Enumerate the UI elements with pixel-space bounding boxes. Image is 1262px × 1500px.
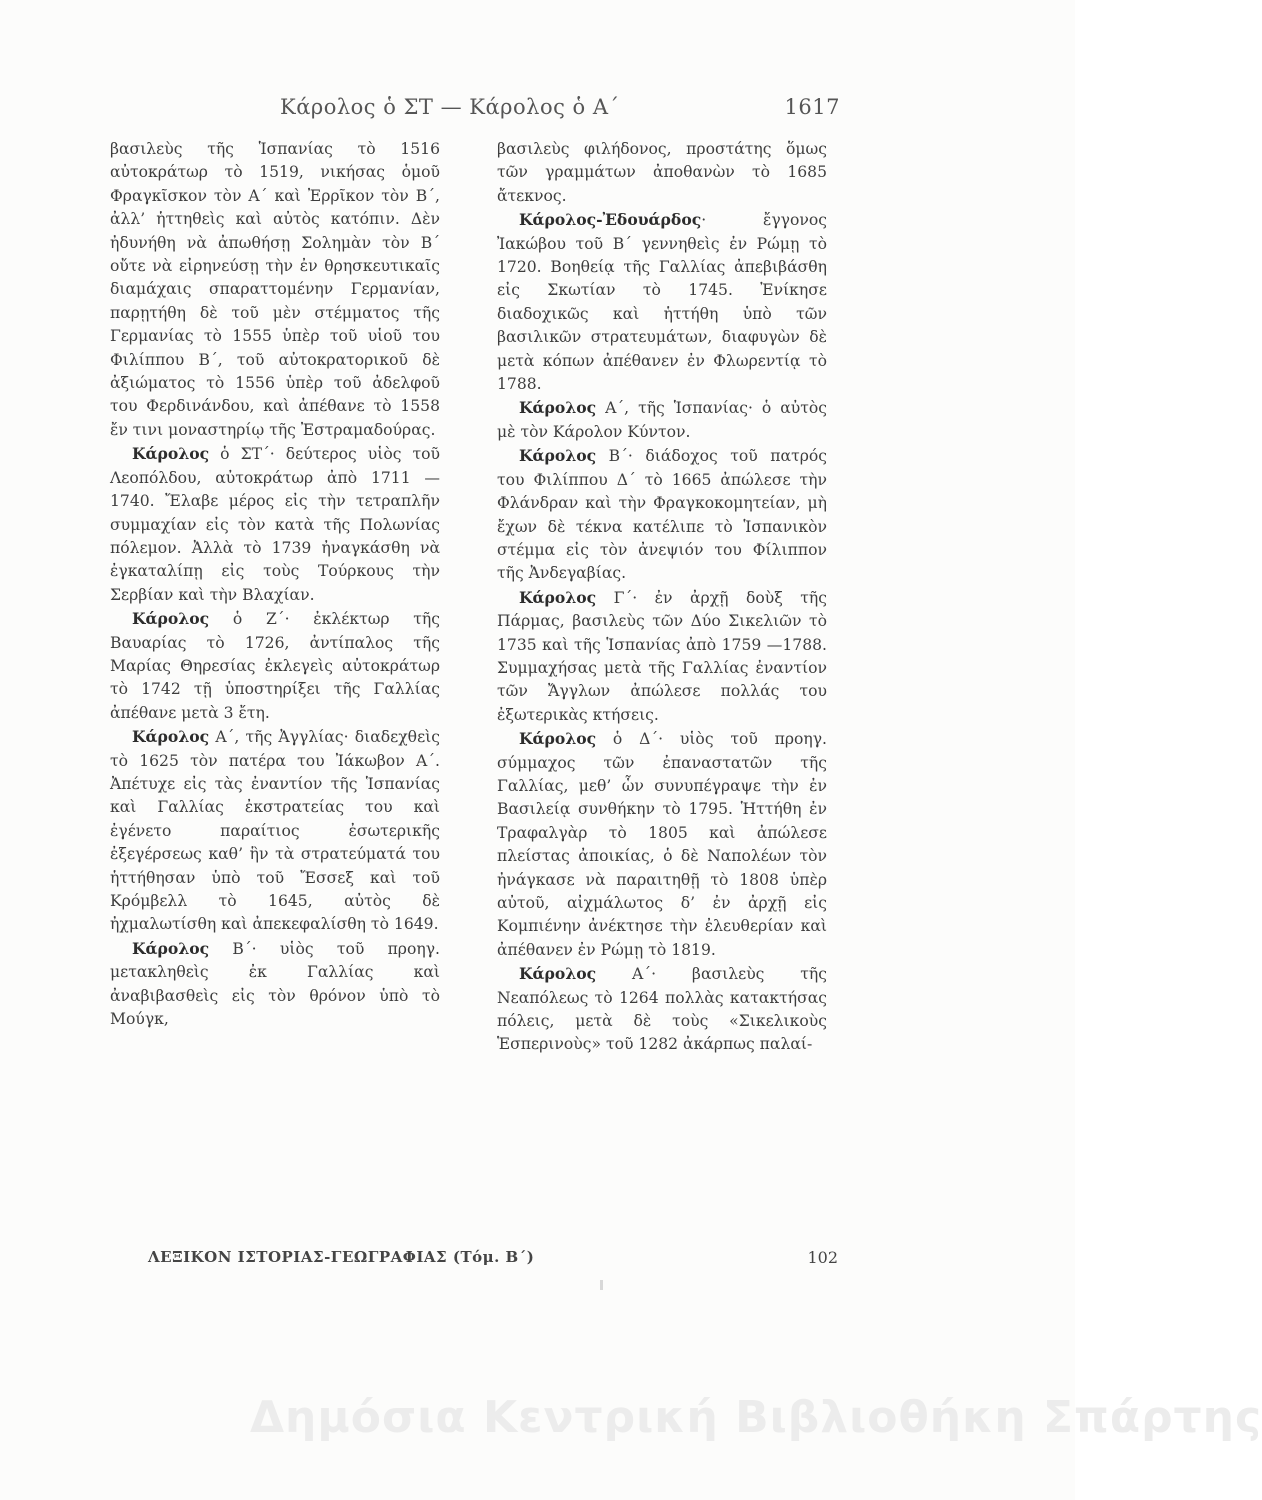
left-column — [110, 138, 440, 1031]
entry-text: Α΄, τῆς Ἀγγλίας· διαδεχθεὶς τὸ 1625 τὸν πατέρα του Ἰάκωβον Α΄. Ἀπέτυχε εἰς τὰς ἐναντίον τῆς Ἱσπανίας καὶ Γαλλίας ἐκστρατείας του καὶ ἐγένετο παραίτιος ἐσωτερικῆς ἐξεγέρσεως καθ’ ἣν τὰ στρατεύματά του ἡττήθησαν ὑπὸ τοῦ Ἔσσεξ καὶ τοῦ Κρόμβελλ τὸ 1645, αὐτὸς δὲ ἠχμαλωτίσθη καὶ ἀπεκεφαλίσθη τὸ 1649. — [110, 728, 440, 934]
entry-headword: Κάρολος — [519, 729, 597, 749]
print-mark — [600, 1280, 603, 1290]
continued-text — [110, 138, 440, 442]
entry-text: Β΄· διάδοχος τοῦ πατρός του Φιλίππου Δ΄ τὸ 1665 ἀπώλεσε τὴν Φλάνδραν καὶ τὴν Φραγκοκομητείαν, μὴ ἔχων δὲ τέκνα κατέλιπε τὸ Ἱσπανικὸν στέμμα εἰς τὸν ἀνεψιόν του Φίλιππον τῆς Ἀνδεγαβίας. — [497, 447, 827, 583]
entry-text: Α΄, τῆς Ἱσπανίας· ὁ αὐτὸς μὲ τὸν Κάρολον Κύντον. — [497, 399, 827, 441]
dictionary-entry — [110, 607, 440, 725]
entry-headword: Κάρολος — [132, 938, 210, 958]
entry-text: ὁ Δ΄· υἱὸς τοῦ προηγ. σύμμαχος τῶν ἐπαναστατῶν τῆς Γαλλίας, μεθ’ ὧν συνυπέγραψε τὴν ἐν Βασιλείᾳ συνθήκην τὸ 1795. Ἡττήθη ἐν Τραφαλγὰρ τὸ 1805 καὶ ἀπώλεσε πλείστας ἀποικίας, ὁ δὲ Ναπολέων τὸν ἠνάγκασε νὰ παραιτηθῇ τὸ 1808 ὑπὲρ αὐτοῦ, αἰχμάλωτος δ’ ἐν ἀρχῇ εἰς Κομπιένην ἀνέκτησε τὴν ἐλευθερίαν καὶ ἀπέθανεν ἐν Ρώμῃ τὸ 1819. — [497, 730, 827, 959]
dictionary-entry — [110, 937, 440, 1032]
entry-text: ὁ Ζ΄· ἐκλέκτωρ τῆς Βαυαρίας τὸ 1726, ἀντίπαλος τῆς Μαρίας Θηρεσίας ἐκλεγεὶς αὐτοκράτωρ τὸ 1742 τῇ ὑποστηρίξει τῆς Γαλλίας ἀπέθανε μετὰ 3 ἔτη. — [110, 610, 440, 722]
entry-text: βασιλεὺς φιλήδονος, προστάτης ὅμως τῶν γραμμάτων ἀποθανὼν τὸ 1685 ἄτεκνος. — [497, 140, 827, 205]
entry-headword: Κάρολος — [519, 446, 597, 466]
entry-text: Β΄· υἱὸς τοῦ προηγ. μετακληθεὶς ἐκ Γαλλίας καὶ ἀναβιβασθεὶς εἰς τὸν θρόνον ὑπὸ τὸ Μούγκ, — [110, 939, 440, 1029]
dictionary-entry — [497, 727, 827, 962]
entry-headword: Κάρολος — [132, 444, 210, 464]
dictionary-entry — [110, 442, 440, 607]
entry-text: · ἔγγονος Ἰακώβου τοῦ Β΄ γεννηθεὶς ἐν Ρώμῃ τὸ 1720. Βοηθείᾳ τῆς Γαλλίας ἀπεβιβάσθη εἰς Σκωτίαν τὸ 1745. Ἐνίκησε διαδοχικῶς καὶ ἡττήθη ὑπὸ τῶν βασιλικῶν στρατευμάτων, διαφυγὼν δὲ μετὰ κόπων ἀπέθανεν ἐν Φλωρεντίᾳ τὸ 1788. — [497, 211, 827, 394]
dictionary-entry — [497, 396, 827, 444]
sheet-number: 102 — [807, 1248, 838, 1267]
running-header — [130, 95, 840, 125]
dictionary-entry — [497, 586, 827, 727]
entry-headword: Κάρολος — [519, 398, 597, 418]
dictionary-entry — [497, 962, 827, 1057]
entry-text: Α΄· βασιλεὺς τῆς Νεαπόλεως τὸ 1264 πολλὰς κατακτήσας πόλεις, μετὰ δὲ τοὺς «Σικελικοὺς Ἑσπερινοὺς» τοῦ 1282 ἀκάρπως παλαί- — [497, 965, 827, 1054]
library-watermark: Δημόσια Κεντρική Βιβλιοθήκη Σπάρτης — [250, 1392, 1262, 1443]
entry-headword: Κάρολος-Ἐδουάρδος — [519, 210, 702, 230]
dictionary-entry — [110, 725, 440, 937]
dictionary-entry — [497, 444, 827, 585]
entry-text: ὁ ΣΤ΄· δεύτερος υἱὸς τοῦ Λεοπόλδου, αὐτοκράτωρ ἀπὸ 1711 —1740. Ἔλαβε μέρος εἰς τὴν τετραπλῆν συμμαχίαν εἰς τὸν κατὰ τῆς Πολωνίας πόλεμον. Ἀλλὰ τὸ 1739 ἠναγκάσθη νὰ ἐγκαταλίπῃ εἰς τοὺς Τούρκους τὴν Σερβίαν καὶ τὴν Βλαχίαν. — [110, 445, 440, 604]
footer-title: ΛΕΞΙΚΟΝ ΙΣΤΟΡΙΑΣ-ΓΕΩΓΡΑΦΙΑΣ (Τόμ. Β΄) — [148, 1248, 535, 1266]
entry-headword: Κάρολος — [132, 609, 210, 629]
right-column — [497, 138, 827, 1057]
dictionary-entry — [497, 208, 827, 396]
entry-headword: Κάρολος — [519, 964, 597, 984]
entry-text: Γ΄· ἐν ἀρχῇ δοὺξ τῆς Πάρμας, βασιλεὺς τῶν Δύο Σικελιῶν τὸ 1735 καὶ τῆς Ἱσπανίας ἀπὸ 1759 —1788. Συμμαχήσας μετὰ τῆς Γαλλίας ἐναντίον τῶν Ἄγγλων ἀπώλεσε πολλάς του ἐξωτερικὰς κτήσεις. — [497, 588, 827, 724]
entry-headword: Κάρολος — [519, 587, 597, 607]
page-number: 1617 — [784, 95, 840, 119]
entry-headword: Κάρολος — [132, 727, 210, 747]
entry-text: βασιλεὺς τῆς Ἱσπανίας τὸ 1516 αὐτοκράτωρ τὸ 1519, νικήσας ὁμοῦ Φραγκῖσκον τὸν Α΄ καὶ Ἐρρῖκον τὸν Β΄, ἀλλ’ ἡττηθεὶς καὶ αὐτὸς κατόπιν. Δὲν ἠδυνήθη νὰ ἀπωθήσῃ Σολημὰν τὸν Β΄ οὔτε νὰ εἰρηνεύσῃ τὴν ἐν θρησκευτικαῖς διαμάχαις σπαραττομένην Γερμανίαν, παρῃτήθη δὲ τοῦ μὲν στέμματος τῆς Γερμανίας τὸ 1555 ὑπὲρ τοῦ υἱοῦ του Φιλίππου Β΄, τοῦ αὐτοκρατορικοῦ δὲ ἀξιώματος τὸ 1556 ὑπὲρ τοῦ ἀδελφοῦ του Φερδινάνδου, καὶ ἀπέθανε τὸ 1558 ἔν τινι μοναστηρίῳ τῆς Ἐστραμαδούρας. — [110, 140, 440, 439]
running-title: Κάρολος ὁ ΣΤ — Κάρολος ὁ Α΄ — [280, 95, 620, 119]
continued-text — [497, 138, 827, 208]
